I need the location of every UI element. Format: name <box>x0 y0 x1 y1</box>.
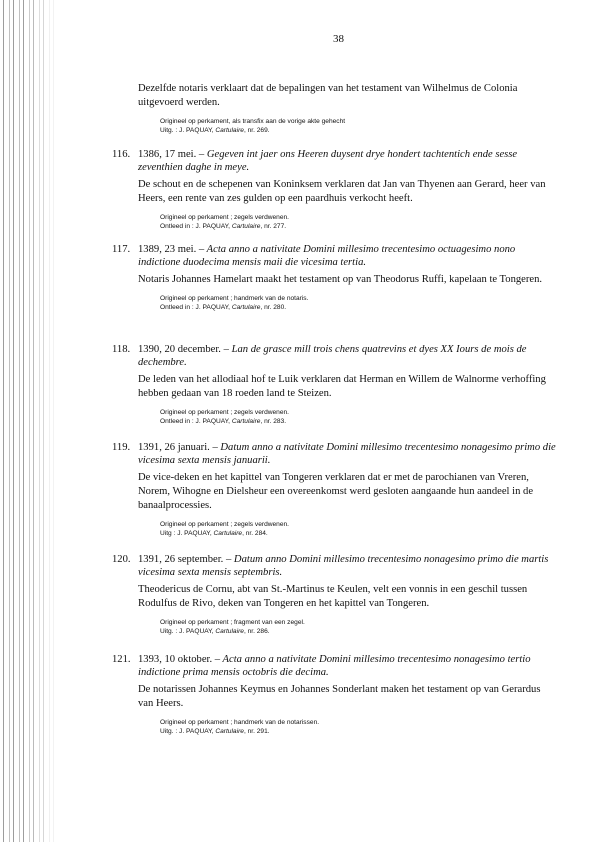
entry-117 <box>112 243 558 312</box>
entry-116 <box>112 148 558 231</box>
note-line: Origineel op perkament ; fragment van een zegel. <box>160 619 305 626</box>
entry-body: Dezelfde notaris verklaart dat de bepalingen van het testament van Wilhelmus de Colonia uitgevoerd werden. <box>138 83 518 108</box>
entry-heading <box>112 243 558 269</box>
entry-120 <box>112 553 558 636</box>
entry-date: 1391, 26 september. <box>138 554 224 565</box>
note-line: Uitg. : J. PAQUAY, Cartulaire, nr. 291. <box>160 728 270 735</box>
entry-number: 119. <box>112 442 131 453</box>
page-number: 38 <box>333 33 344 45</box>
entry-118 <box>112 343 558 426</box>
entry-number: 116. <box>112 149 131 160</box>
entry-dating-clause: – Acta anno a nativitate Domini millesimo trecentesimo octuagesimo nono indictione duodecima mensis maii die vicesima tertia. <box>138 244 516 268</box>
entry-number: 118. <box>112 344 131 355</box>
entry-continuation <box>112 78 558 135</box>
note-line: Origineel op perkament ; handmerk van de notaris. <box>160 295 309 302</box>
note-line: Uitg. : J. PAQUAY, Cartulaire, nr. 269. <box>160 127 270 134</box>
entry-date: 1386, 17 mei. <box>138 149 197 160</box>
note-line: Origineel op perkament ; zegels verdwenen. <box>160 521 290 528</box>
entry-source-note <box>160 213 558 231</box>
entry-dating-clause: – Lan de grasce mill trois chens quatrevins et dyes XX Iours de mois de dechembre. <box>138 344 527 368</box>
note-line: Origineel op perkament ; zegels verdwenen. <box>160 214 290 221</box>
entry-body: De schout en de schepenen van Koninksem verklaren dat Jan van Thyenen aan Gerard, heer van Heers, een rente van zes gulden op een paardhuis verkocht heeft. <box>138 179 546 204</box>
entry-dating-clause: – Datum anno a nativitate Domini millesimo trecentesimo nonagesimo primo die vicesima sexta mensis januarii. <box>138 442 556 466</box>
note-line: Ontleed in : J. PAQUAY, Cartulaire, nr. 283. <box>160 418 287 425</box>
entry-dating-clause: – Gegeven int jaer ons Heeren duysent drye hondert tachtentich ende sesse zeventhien daghe in meye. <box>138 149 518 173</box>
entry-body: De vice-deken en het kapittel van Tongeren verklaren dat er met de parochianen van Vreren, Norem, Wihogne en Dielsheur een overeenkomst werd gesloten aangaande hun aandeel in de banaalprocessies. <box>138 472 534 511</box>
entry-source-note <box>160 718 558 736</box>
entry-date: 1393, 10 oktober. <box>138 654 213 665</box>
entry-heading <box>112 441 558 467</box>
note-line: Ontleed in : J. PAQUAY, Cartulaire, nr. 277. <box>160 223 287 230</box>
entry-heading <box>112 653 558 679</box>
note-line: Origineel op perkament ; handmerk van de notarissen. <box>160 719 320 726</box>
entry-number: 117. <box>112 244 131 255</box>
entry-source-note <box>160 408 558 426</box>
entry-body: De leden van het allodiaal hof te Luik verklaren dat Herman en Willem de Walnorme verhoffing hebben gedaan van 18 roeden land te Steizen. <box>138 374 546 399</box>
entry-source-note <box>160 520 558 538</box>
note-line: Ontleed in : J. PAQUAY, Cartulaire, nr. 280. <box>160 304 287 311</box>
scan-binding-edge <box>0 0 58 842</box>
entry-body: De notarissen Johannes Keymus en Johannes Sonderlant maken het testament op van Gerardus van Heers. <box>138 684 541 709</box>
note-line: Origineel op perkament ; zegels verdwenen. <box>160 409 290 416</box>
note-line: Uitg : J. PAQUAY, Cartulaire, nr. 284. <box>160 530 268 537</box>
entry-source-note <box>160 117 558 135</box>
entry-119 <box>112 441 558 538</box>
entry-number: 120. <box>112 554 131 565</box>
note-line: Uitg. : J. PAQUAY, Cartulaire, nr. 286. <box>160 628 270 635</box>
entry-date: 1389, 23 mei. <box>138 244 197 255</box>
entry-date: 1390, 20 december. <box>138 344 221 355</box>
entry-dating-clause: – Datum anno Domini millesimo trecentesimo nonagesimo primo die martis vicesima sexta mensis septembris. <box>138 554 549 578</box>
entry-number: 121. <box>112 654 131 665</box>
entry-source-note <box>160 294 558 312</box>
entry-body: Theodericus de Cornu, abt van St.-Martinus te Keulen, velt een vonnis in een geschil tussen Rodulfus de Rivo, deken van Tongeren en het kapittel van Tongeren. <box>138 584 528 609</box>
entry-heading <box>112 553 558 579</box>
entry-heading <box>112 343 558 369</box>
entry-source-note <box>160 618 558 636</box>
entry-dating-clause: – Acta anno a nativitate Domini millesimo trecentesimo nonagesimo tertio indictione prima mensis octobris die decima. <box>138 654 531 678</box>
entry-121 <box>112 653 558 736</box>
entry-date: 1391, 26 januari. <box>138 442 210 453</box>
entry-heading <box>112 148 558 174</box>
note-line: Origineel op perkament, als transfix aan de vorige akte gehecht <box>160 118 346 125</box>
entry-body: Notaris Johannes Hamelart maakt het testament op van Theodorus Ruffi, kapelaan te Tongeren. <box>138 274 543 285</box>
